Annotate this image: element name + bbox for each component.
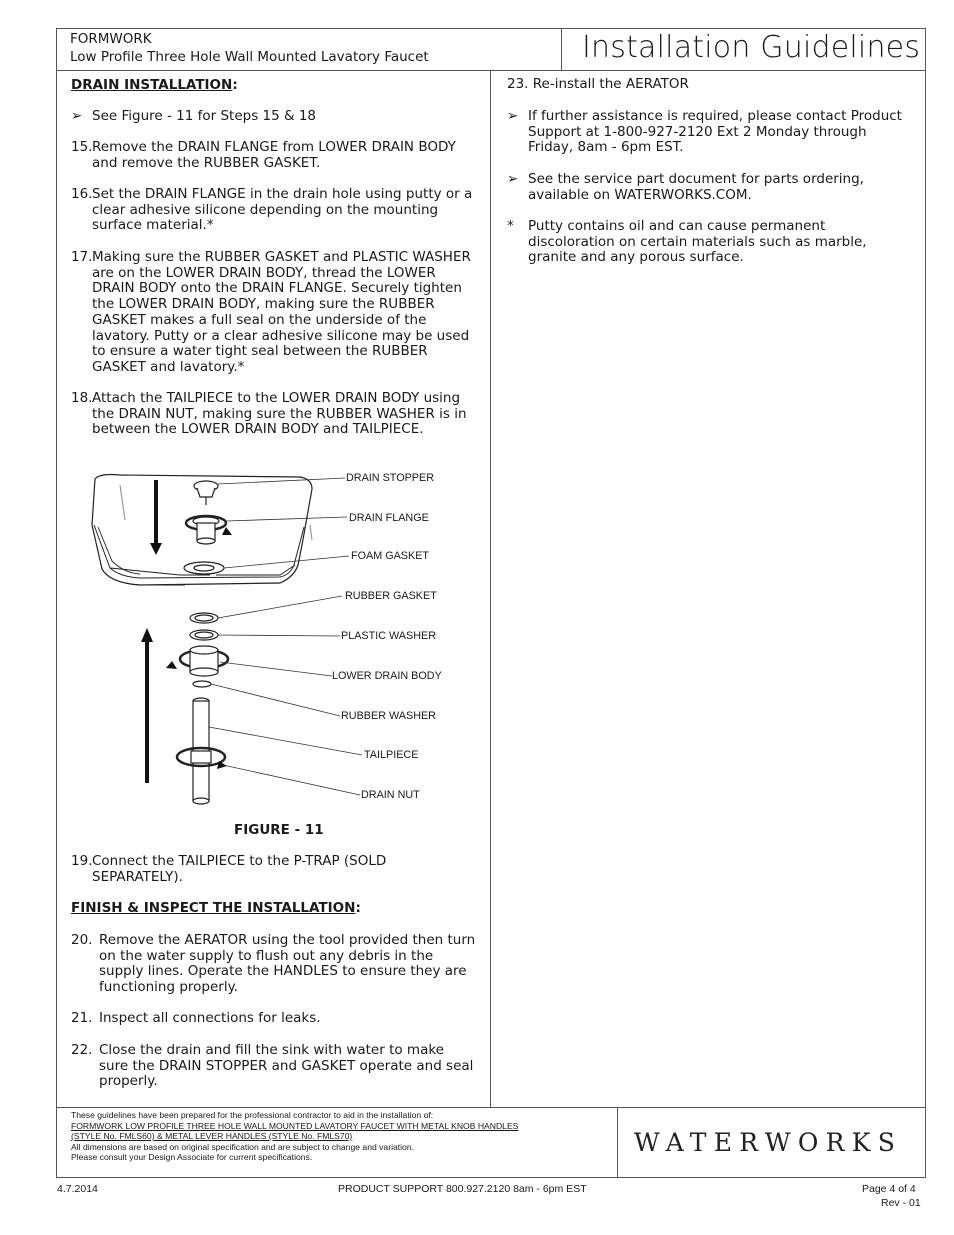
product-support-line: PRODUCT SUPPORT 800.927.2120 8am - 6pm EST [338,1183,587,1195]
header-title-box [562,28,926,71]
drain-installation-heading: DRAIN INSTALLATION: [71,77,238,93]
label-drain-stopper: DRAIN STOPPER [346,472,434,484]
label-rubber-gasket: RUBBER GASKET [345,590,437,602]
arrowhead-bullet-icon: ➢ [507,171,519,187]
step-23: 23. Re-install the AERATOR [507,76,689,92]
footer-disclaimer: These guidelines have been prepared for the professional contractor to aid in the installation of: FORMWORK LOW PROFILE THREE HOLE WALL MOUNTED LAVATORY FAUCET WITH METAL KNOB HANDLES (STYLE No. FMLS60) & METAL LEVER HANDLES (STYLE No. FMLS70) All dimensions are based on original specification and are subject to change and variation. Please consult your Design Associate for current specifications. [71,1110,519,1163]
label-rubber-washer: RUBBER WASHER [341,710,436,722]
column-divider [490,71,491,1107]
page-number: Page 4 of 4 [862,1183,916,1195]
label-foam-gasket: FOAM GASKET [351,550,429,562]
header-product-name: Low Profile Three Hole Wall Mounted Lavatory Faucet [70,49,429,65]
label-tailpiece: TAILPIECE [364,749,419,761]
figure-caption: FIGURE - 11 [234,822,324,838]
document-date: 4.7.2014 [57,1183,98,1195]
label-drain-flange: DRAIN FLANGE [349,512,429,524]
header-product [56,28,562,71]
label-plastic-washer: PLASTIC WASHER [341,630,436,642]
header-brand: FORMWORK [70,31,152,47]
footer-divider [56,1107,926,1108]
footer-column-divider [617,1107,618,1178]
revision: Rev - 01 [881,1197,921,1209]
label-drain-nut: DRAIN NUT [361,789,420,801]
waterworks-logo: WATERWORKS [634,1128,903,1157]
finish-inspect-heading: FINISH & INSPECT THE INSTALLATION: [71,900,361,916]
label-lower-drain-body: LOWER DRAIN BODY [332,670,442,682]
page-title: Installation Guidelines [582,30,921,65]
arrowhead-bullet-icon: ➢ [71,108,83,124]
arrowhead-bullet-icon: ➢ [507,108,519,124]
